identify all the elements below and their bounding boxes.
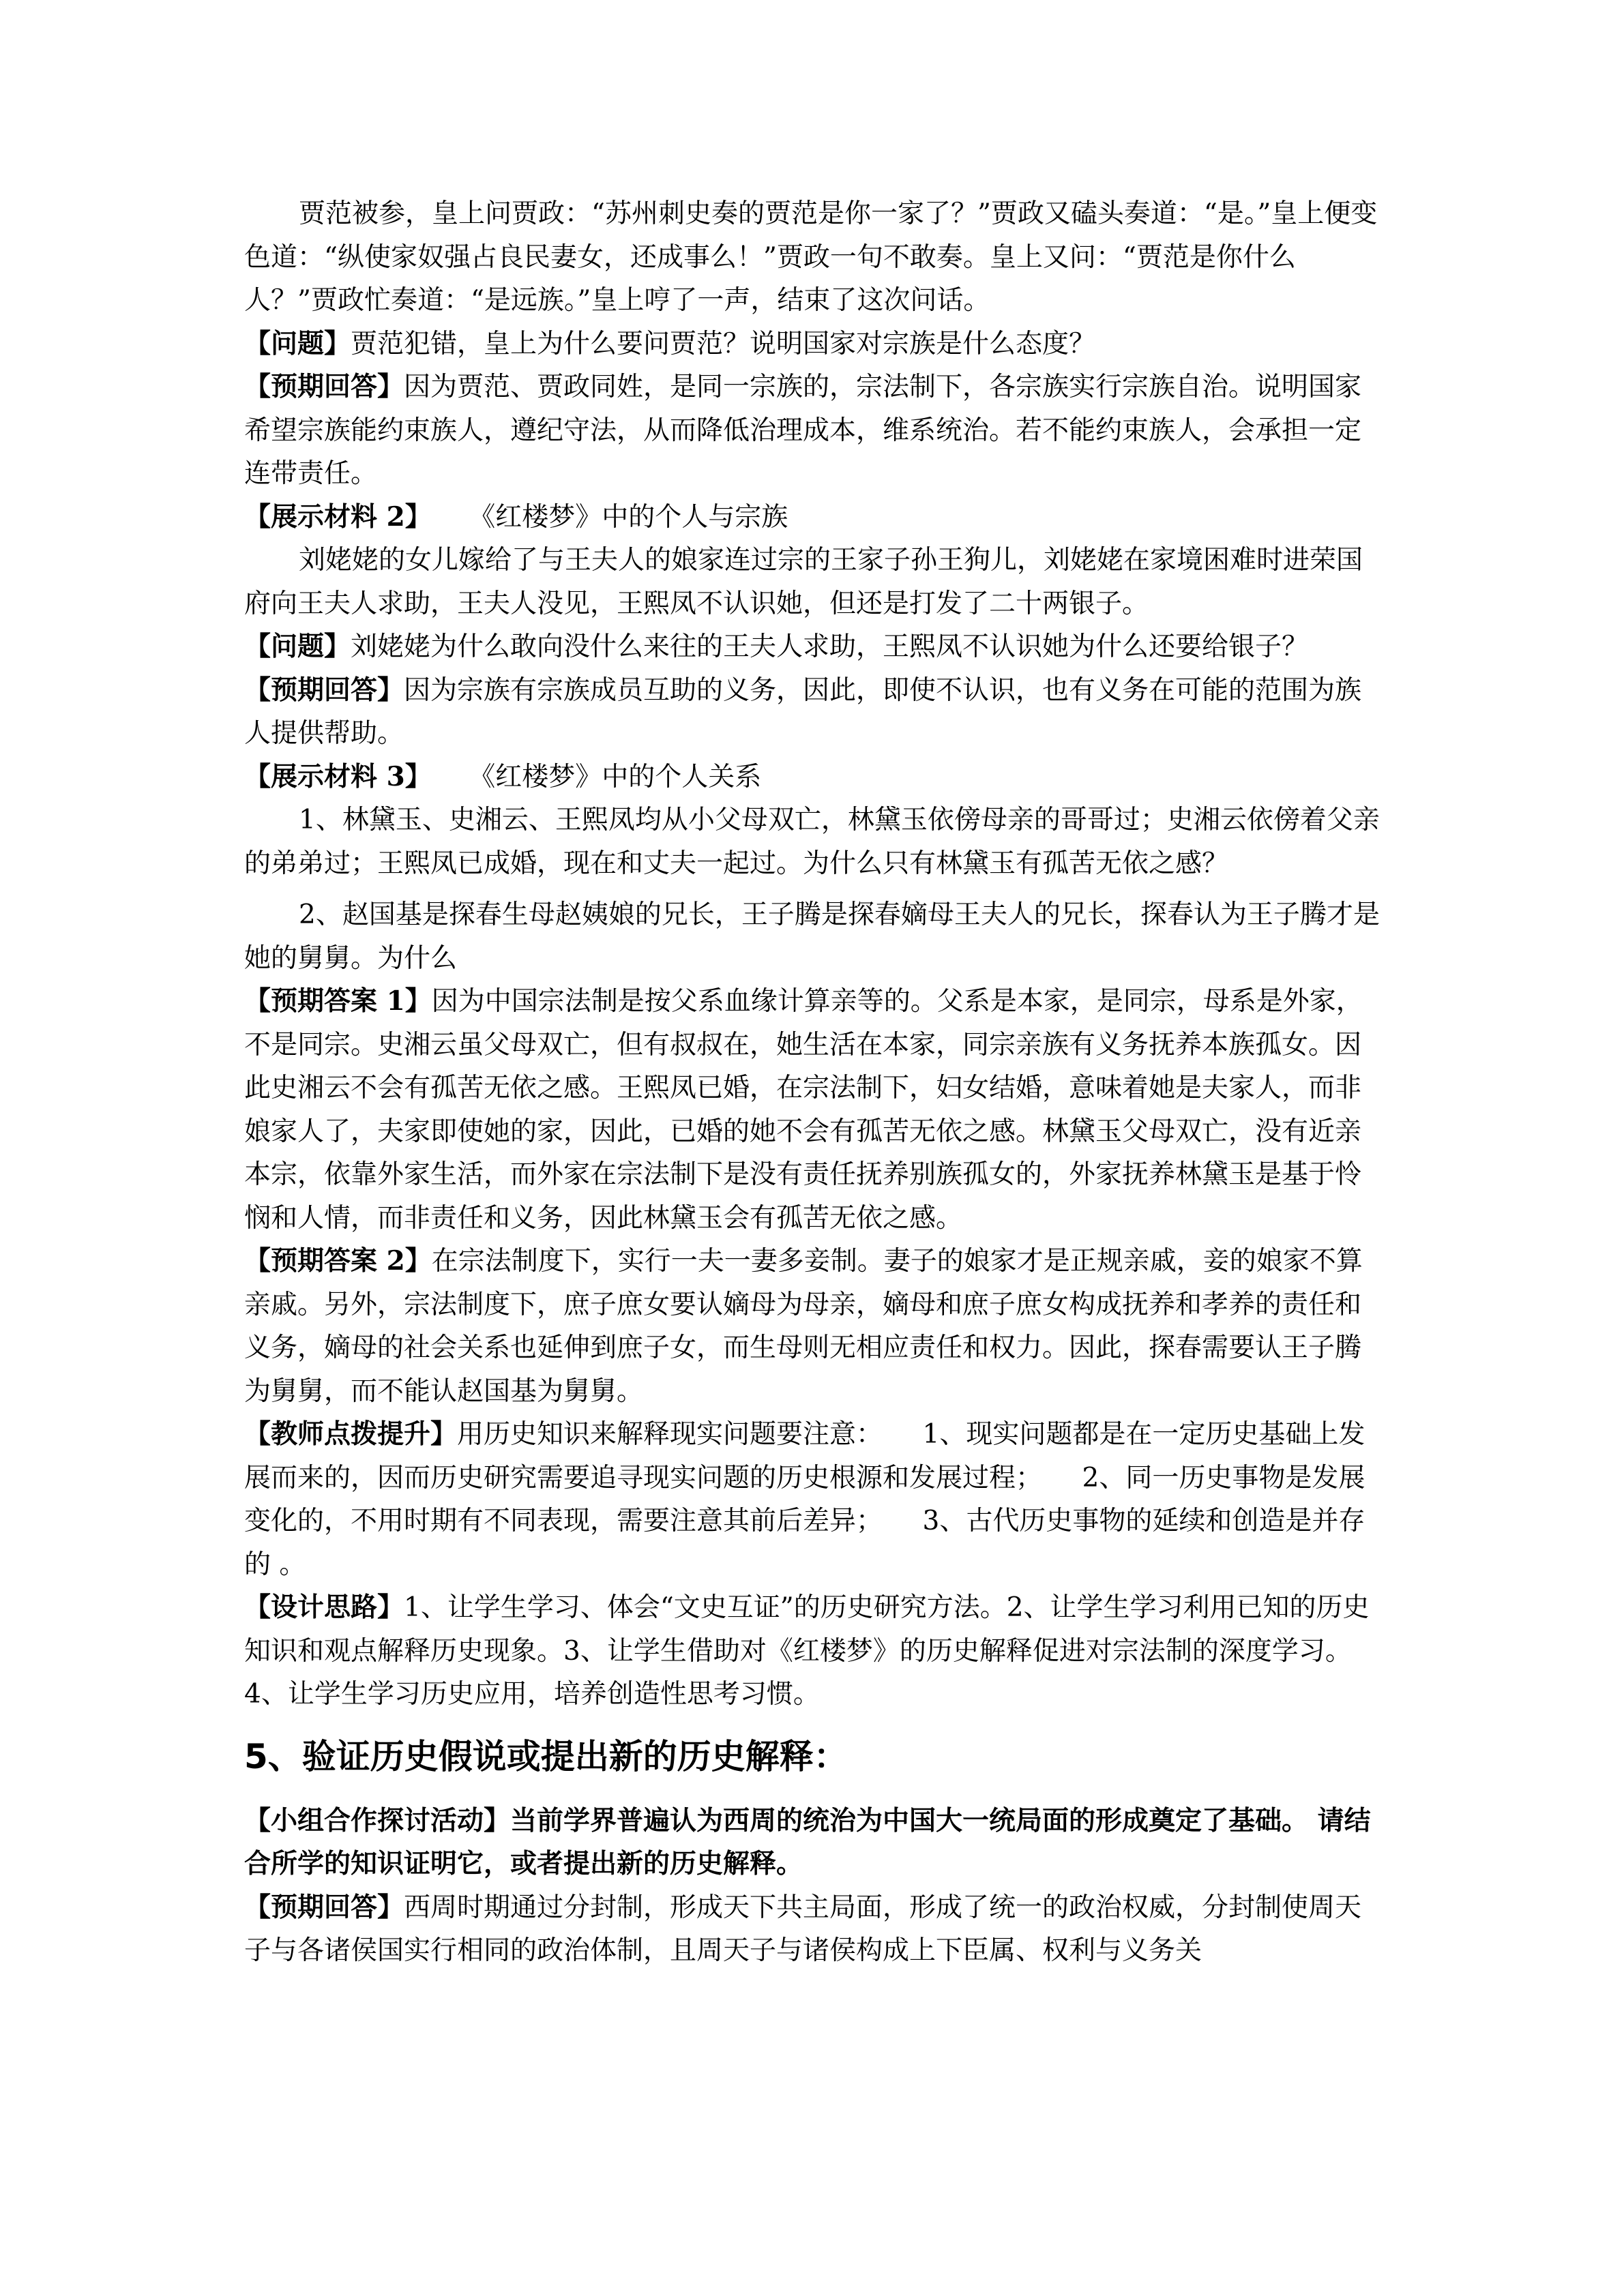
expected-answer-text: 因为宗族有宗族成员互助的义务，因此，即使不认识，也有义务在可能的范围为族人提供帮助。: [244, 674, 1362, 749]
group-activity-label: 【小组合作探讨活动】: [244, 1804, 511, 1836]
design-rationale-text: 1、让学生学习、体会“文史互证”的历史研究方法。2、让学生学习利用已知的历史知识和观点解释历史现象。3、让学生借助对《红楼梦》的历史解释促进对宗法制的深度学习。4、让学生学习历史应用，培养创造性思考习惯。: [244, 1592, 1370, 1710]
expected-answer-2: [244, 669, 1383, 756]
expected-answer-label: 【预期回答】: [244, 674, 404, 706]
material-label: 【展示材料 2】: [244, 501, 432, 533]
teacher-guidance-label: 【教师点拨提升】: [244, 1418, 458, 1450]
group-activity: [244, 1800, 1383, 1886]
expected-answer-label: 【预期答案 1】: [244, 985, 432, 1017]
expected-answer-text: 因为中国宗法制是按父系血缘计算亲等的。父系是本家，是同宗，母系是外家，不是同宗。史湘云虽父母双亡，但有叔叔在，她生活在本家，同宗亲族有义务抚养本族孤女。因此史湘云不会有孤苦无依之感。王熙凤已婚，在宗法制下，妇女结婚，意味着她是夫家人，而非娘家人了，夫家即使她的家，因此，已婚的她不会有孤苦无依之感。林黛玉父母双亡，没有近亲本宗，依靠外家生活，而外家在宗法制下是没有责任抚养别族孤女的，外家抚养林黛玉是基于怜悯和人情，而非责任和义务，因此林黛玉会有孤苦无依之感。: [244, 986, 1363, 1234]
group-activity-text: 当前学界普遍认为西周的统治为中国大一统局面的形成奠定了基础。 请结合所学的知识证明它，或者提出新的历史解释。: [244, 1804, 1371, 1879]
design-rationale-label: 【设计思路】: [244, 1592, 404, 1623]
expected-answer-label: 【预期回答】: [244, 371, 404, 402]
expected-answer-1: [244, 366, 1383, 496]
material-title: 《红楼梦》中的个人与宗族: [482, 501, 788, 533]
design-rationale: [244, 1586, 1383, 1716]
expected-answer-label: 【预期答案 2】: [244, 1245, 432, 1277]
question-1: [244, 323, 1383, 366]
question-2: [244, 625, 1383, 669]
expected-answer-text: 因为贾范、贾政同姓，是同一宗族的，宗法制下，各宗族实行宗族自治。说明国家希望宗族能约束族人，遵纪守法，从而降低治理成本，维系统治。若不能约束族人，会承担一定连带责任。: [244, 372, 1362, 489]
material-3-heading: [244, 756, 1383, 799]
expected-answer-5: [244, 1886, 1383, 1973]
teacher-guidance-text: 用历史知识来解释现实问题要注意： 1、现实问题都是在一定历史基础上发展而来的，因而历史研究需要追寻现实问题的历史根源和发展过程； 2、同一历史事物是发展变化的，不用时期有不同表现，需要注意其前后差异； 3、古代历史事物的延续和创造是并存的 。: [244, 1419, 1365, 1580]
expected-answer-3: [244, 980, 1383, 1240]
material-label: 【展示材料 3】: [244, 760, 432, 792]
expected-answer-4: [244, 1240, 1383, 1413]
expected-answer-text: 在宗法制度下，实行一夫一妻多妾制。妻子的娘家才是正规亲戚，妾的娘家不算亲戚。另外，宗法制度下，庶子庶女要认嫡母为母亲，嫡母和庶子庶女构成抚养和孝养的责任和义务，嫡母的社会关系也延伸到庶子女，而生母则无相应责任和权力。因此，探春需要认王子腾为舅舅，而不能认赵国基为舅舅。: [244, 1246, 1363, 1407]
question-label: 【问题】: [244, 631, 351, 662]
material-2-heading: [244, 496, 1383, 539]
material-1-text: 贾范被参，皇上问贾政：“苏州刺史奏的贾范是你一家了？”贾政又磕头奏道：“是。”皇上便变色道：“纵使家奴强占良民妻女，还成事么！”贾政一句不敢奏。皇上又问：“贾范是你什么人？”贾政忙奏道：“是远族。”皇上哼了一声，结束了这次问话。: [244, 198, 1378, 316]
expected-answer-text: 西周时期通过分封制，形成天下共主局面，形成了统一的政治权威，分封制使周天子与各诸侯国实行相同的政治体制，且周天子与诸侯构成上下臣属、权利与义务关: [244, 1892, 1362, 1966]
document-body: [244, 192, 1383, 1973]
question-text: 贾范犯错，皇上为什么要问贾范？说明国家对宗族是什么态度？: [351, 328, 1096, 359]
teacher-guidance: [244, 1413, 1383, 1586]
material-2-text: 刘姥姥的女儿嫁给了与王夫人的娘家连过宗的王家子孙王狗儿，刘姥姥在家境困难时进荣国府向王夫人求助，王夫人没见，王熙凤不认识她，但还是打发了二十两银子。: [244, 545, 1363, 619]
section-heading: 5、验证历史假说或提出新的历史解释：: [244, 1736, 848, 1776]
material-3-item-1: 1、林黛玉、史湘云、王熙凤均从小父母双亡，林黛玉依傍母亲的哥哥过；史湘云依傍着父亲的弟弟过；王熙凤已成婚，现在和丈夫一起过。为什么只有林黛玉有孤苦无依之感？: [244, 805, 1380, 879]
material-title: 《红楼梦》中的个人关系: [482, 761, 762, 792]
question-text: 刘姥姥为什么敢向没什么来往的王夫人求助，王熙凤不认识她为什么还要给银子？: [351, 631, 1309, 662]
question-label: 【问题】: [244, 327, 351, 359]
material-3-item-2: 2、赵国基是探春生母赵姨娘的兄长，王子腾是探春嫡母王夫人的兄长，探春认为王子腾才是她的舅舅。为什么: [244, 899, 1380, 974]
expected-answer-label: 【预期回答】: [244, 1891, 404, 1923]
